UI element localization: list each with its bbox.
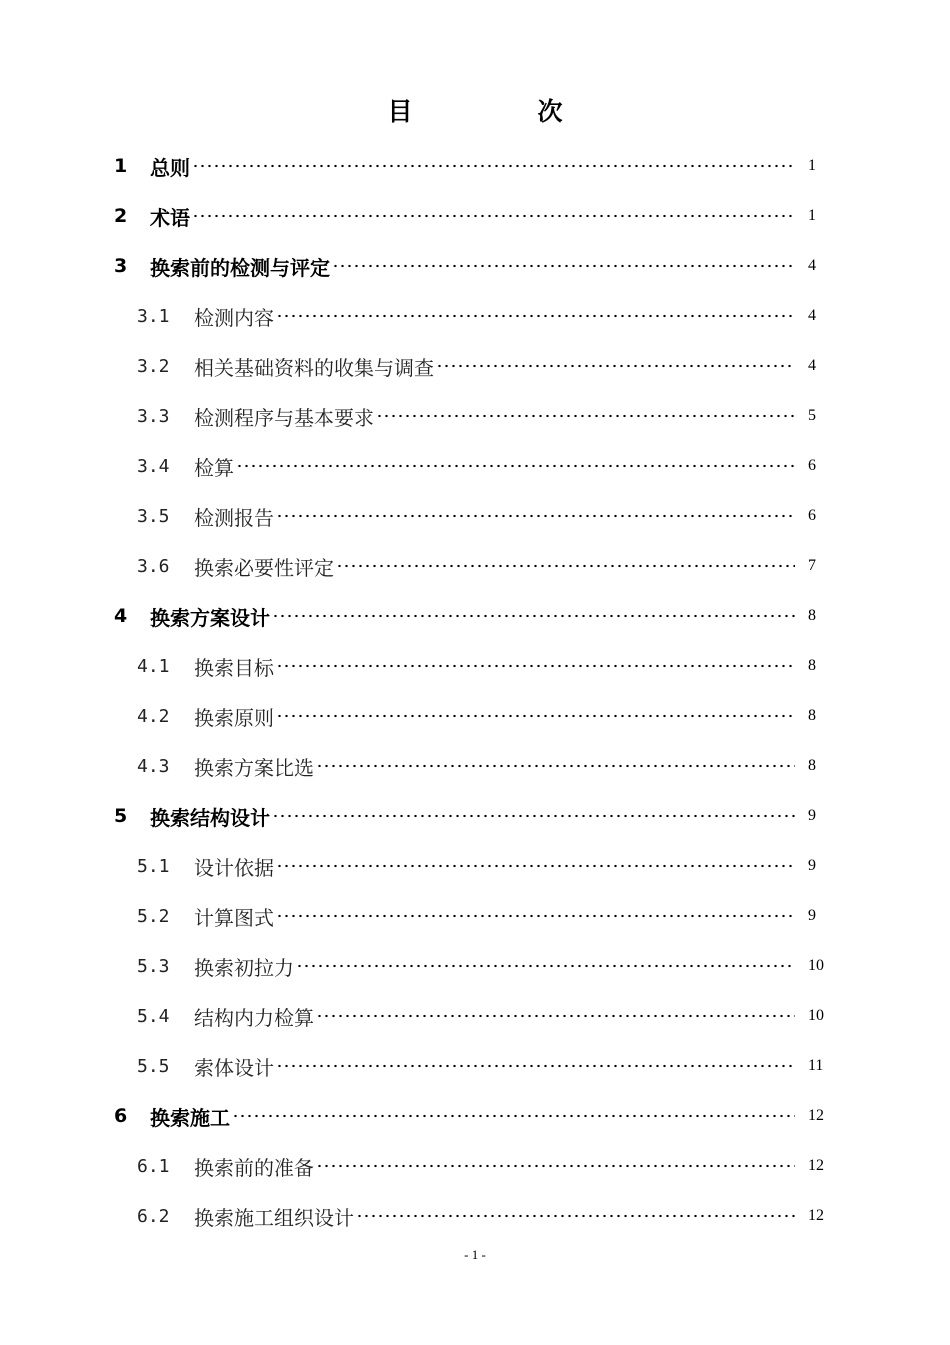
- toc-entry-number: 3.3: [137, 405, 170, 427]
- toc-entry-title: 检算: [194, 455, 234, 480]
- toc-entry-page: 8: [808, 707, 816, 724]
- toc-entry-title: 检测报告: [194, 505, 274, 530]
- toc-entry-number: 6.2: [137, 1205, 170, 1227]
- toc-entry-number: 3.5: [137, 505, 170, 527]
- toc-entry-title: 换索方案设计: [150, 605, 270, 630]
- toc-entry-number: 3.6: [137, 555, 170, 577]
- toc-entry-page: 1: [808, 207, 816, 224]
- dot-leader: [332, 264, 795, 268]
- dot-leader: [296, 964, 795, 968]
- toc-entry-title: 换索施工组织设计: [194, 1205, 354, 1230]
- toc-entry-number: 5.2: [137, 905, 170, 927]
- toc-entry-page: 5: [808, 407, 816, 424]
- toc-entry-page: 4: [808, 257, 816, 274]
- toc-section-entry[interactable]: [0, 341, 950, 391]
- toc-entry-page: 12: [808, 1207, 824, 1224]
- toc-entry-title: 总则: [150, 155, 190, 180]
- toc-entry-title: 检测内容: [194, 305, 274, 330]
- dot-leader: [276, 514, 795, 518]
- toc-entry-title: 结构内力检算: [194, 1005, 314, 1030]
- toc-section-entry[interactable]: [0, 541, 950, 591]
- toc-entry-title: 换索前的准备: [194, 1155, 314, 1180]
- toc-entry-page: 4: [808, 357, 816, 374]
- dot-leader: [316, 1014, 795, 1018]
- toc-entry-number: 3: [114, 255, 128, 277]
- toc-entry-page: 12: [808, 1157, 824, 1174]
- dot-leader: [272, 814, 795, 818]
- toc-entry-page: 6: [808, 507, 816, 524]
- dot-leader: [192, 164, 795, 168]
- toc-entry-page: 8: [808, 657, 816, 674]
- dot-leader: [276, 714, 795, 718]
- toc-chapter-entry[interactable]: [0, 591, 950, 641]
- toc-entry-title: 换索目标: [194, 655, 274, 680]
- toc-entry-title: 检测程序与基本要求: [194, 405, 374, 430]
- toc-section-entry[interactable]: [0, 291, 950, 341]
- toc-entry-title: 换索必要性评定: [194, 555, 334, 580]
- dot-leader: [272, 614, 795, 618]
- toc-entry-title: 换索方案比选: [194, 755, 314, 780]
- dot-leader: [336, 564, 795, 568]
- toc-entry-page: 4: [808, 307, 816, 324]
- toc-entry-title: 索体设计: [194, 1055, 274, 1080]
- toc-section-entry[interactable]: [0, 941, 950, 991]
- toc-entry-title: 换索原则: [194, 705, 274, 730]
- toc-entry-page: 10: [808, 1007, 824, 1024]
- toc-chapter-entry[interactable]: [0, 191, 950, 241]
- toc-entry-number: 4: [114, 605, 128, 627]
- toc-entry-page: 7: [808, 557, 816, 574]
- toc-entry-title: 计算图式: [194, 905, 274, 930]
- page-number-footer: - 1 -: [464, 1247, 486, 1262]
- toc-entry-title: 设计依据: [194, 855, 274, 880]
- toc-entry-number: 3.1: [137, 305, 170, 327]
- toc-entry-title: 换索初拉力: [194, 955, 294, 980]
- toc-entry-title: 相关基础资料的收集与调查: [194, 355, 434, 380]
- dot-leader: [236, 464, 795, 468]
- toc-entry-number: 5: [114, 805, 128, 827]
- toc-entry-page: 8: [808, 607, 816, 624]
- dot-leader: [232, 1114, 795, 1118]
- toc-section-entry[interactable]: [0, 1041, 950, 1091]
- page-title: 目 次: [387, 97, 613, 126]
- dot-leader: [192, 214, 795, 218]
- toc-entry-page: 10: [808, 957, 824, 974]
- toc-entry-number: 4.3: [137, 755, 170, 777]
- toc-section-entry[interactable]: [0, 691, 950, 741]
- toc-section-entry[interactable]: [0, 741, 950, 791]
- toc-entry-page: 6: [808, 457, 816, 474]
- dot-leader: [436, 364, 795, 368]
- toc-entry-number: 3.2: [137, 355, 170, 377]
- toc-entry-number: 5.4: [137, 1005, 170, 1027]
- toc-section-entry[interactable]: [0, 1191, 950, 1241]
- toc-entry-number: 2: [114, 205, 128, 227]
- toc-section-entry[interactable]: [0, 441, 950, 491]
- toc-entry-page: 1: [808, 157, 816, 174]
- toc-chapter-entry[interactable]: [0, 1091, 950, 1141]
- dot-leader: [316, 764, 795, 768]
- toc-entry-number: 5.1: [137, 855, 170, 877]
- toc-entry-title: 术语: [150, 205, 190, 230]
- dot-leader: [276, 314, 795, 318]
- dot-leader: [316, 1164, 795, 1168]
- toc-chapter-entry[interactable]: [0, 141, 950, 191]
- toc-section-entry[interactable]: [0, 641, 950, 691]
- toc-section-entry[interactable]: [0, 841, 950, 891]
- toc-entry-number: 6.1: [137, 1155, 170, 1177]
- toc-entry-number: 6: [114, 1105, 128, 1127]
- toc-entry-number: 4.2: [137, 705, 170, 727]
- toc-chapter-entry[interactable]: [0, 791, 950, 841]
- toc-section-entry[interactable]: [0, 891, 950, 941]
- toc-chapter-entry[interactable]: [0, 241, 950, 291]
- toc-entry-title: 换索前的检测与评定: [150, 255, 330, 280]
- toc-entry-number: 5.3: [137, 955, 170, 977]
- toc-entry-number: 1: [114, 155, 128, 177]
- toc-section-entry[interactable]: [0, 991, 950, 1041]
- toc-entry-page: 8: [808, 757, 816, 774]
- toc-entry-page: 12: [808, 1107, 824, 1124]
- toc-section-entry[interactable]: [0, 1141, 950, 1191]
- toc-entry-title: 换索施工: [150, 1105, 230, 1130]
- toc-section-entry[interactable]: [0, 391, 950, 441]
- toc-entry-page: 9: [808, 857, 816, 874]
- toc-entry-number: 4.1: [137, 655, 170, 677]
- toc-entry-page: 11: [808, 1057, 824, 1074]
- dot-leader: [376, 414, 795, 418]
- toc-entry-page: 9: [808, 807, 816, 824]
- toc-entry-number: 3.4: [137, 455, 170, 477]
- dot-leader: [356, 1214, 795, 1218]
- dot-leader: [276, 914, 795, 918]
- toc-entry-title: 换索结构设计: [150, 805, 270, 830]
- dot-leader: [276, 864, 795, 868]
- dot-leader: [276, 664, 795, 668]
- toc-entry-number: 5.5: [137, 1055, 170, 1077]
- toc-entry-page: 9: [808, 907, 816, 924]
- dot-leader: [276, 1064, 795, 1068]
- table-of-contents: [0, 141, 950, 1241]
- toc-section-entry[interactable]: [0, 491, 950, 541]
